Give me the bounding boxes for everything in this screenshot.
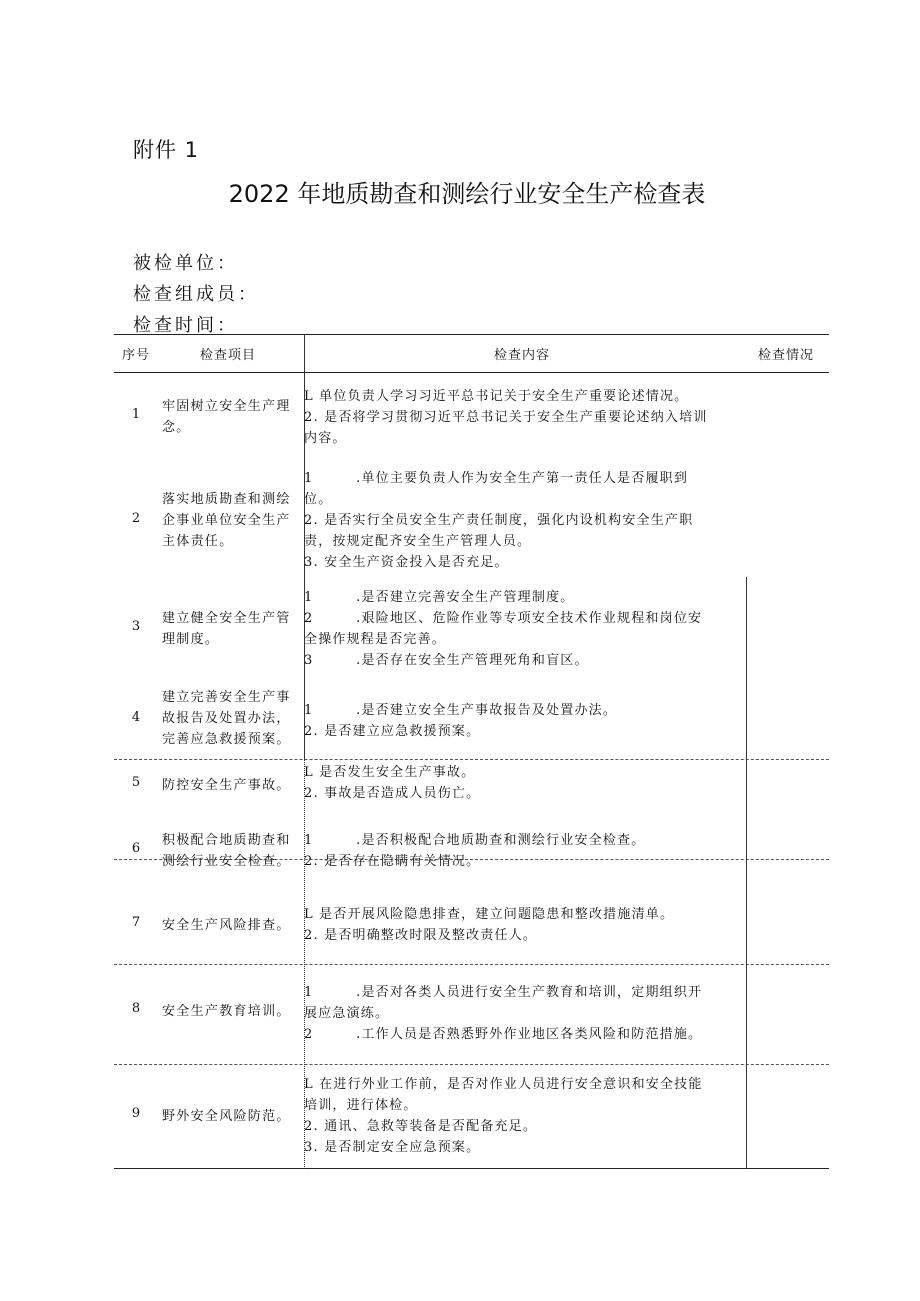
row-content: 1 .是否对各类人员进行安全生产教育和培训，定期组织开 展应急演练。 2 .工作人员是否熟悉野外作业地区各类风险和防范措施。 [304, 985, 703, 1042]
row-item: 积极配合地质勘查和 测绘行业安全检查。 [162, 833, 291, 869]
row-item: 建立健全安全生产管 理制度。 [162, 611, 291, 647]
row-item: 牢固树立安全生产理 念。 [162, 399, 291, 435]
header-item: 检查项目 [200, 348, 257, 363]
inspection-time-label: 检查时间： [133, 315, 238, 336]
inspection-members-label: 检查组成员： [133, 284, 259, 305]
row-divider [114, 759, 829, 760]
header-status: 检查情况 [758, 348, 815, 363]
row-content: L 是否发生安全生产事故。 2. 事故是否造成人员伤亡。 [304, 765, 481, 801]
table-top-border [114, 334, 829, 335]
row-number: 6 [131, 841, 141, 856]
header-no: 序号 [122, 348, 151, 363]
row-number: 8 [131, 1001, 141, 1016]
document-title: 2022 年地质勘查和测绘行业安全生产检查表 [228, 180, 706, 208]
column-divider [746, 577, 747, 1169]
row-item: 安全生产风险排查。 [162, 918, 291, 933]
header-bottom-border [114, 372, 829, 373]
header-content: 检查内容 [494, 348, 551, 363]
row-item: 野外安全风险防范。 [162, 1109, 291, 1124]
row-content: 1 .是否积极配合地质勘查和测绘行业安全检查。 2. 是否存在隐瞒有关情况。 [304, 833, 646, 869]
row-number: 2 [131, 511, 141, 526]
row-number: 4 [131, 710, 141, 725]
row-number: 3 [131, 619, 141, 634]
row-content: L 在进行外业工作前，是否对作业人员进行安全意识和安全技能 培训，进行体检。 2. 通讯、急救等装备是否配备充足。 3. 是否制定安全应急预案。 [304, 1077, 703, 1155]
row-item: 建立完善安全生产事 故报告及处置办法， 完善应急救援预案。 [162, 690, 291, 747]
row-content: 1 .是否建立安全生产事故报告及处置办法。 2. 是否建立应急救援预案。 [304, 703, 618, 739]
row-number: 1 [131, 407, 141, 422]
row-content: 1 .是否建立完善安全生产管理制度。 2 .艰险地区、危险作业等专项安全技术作业规程和岗位安 全操作规程是否完善。 3 .是否存在安全生产管理死角和盲区。 [304, 590, 703, 668]
row-number: 5 [131, 775, 141, 790]
row-item: 落实地质勘查和测绘 企事业单位安全生产 主体责任。 [162, 492, 291, 549]
row-divider [114, 1064, 829, 1065]
row-item: 防控安全生产事故。 [162, 778, 291, 793]
row-number: 9 [131, 1106, 141, 1121]
row-content: 1 .单位主要负责人作为安全生产第一责任人是否履职到 位。 2. 是否实行全员安全生产责任制度，强化内设机构安全生产职 责，按规定配齐安全生产管理人员。 3. 安全生产资金投入是否充足。 [304, 471, 694, 570]
annex-label: 附件 1 [133, 138, 200, 162]
inspected-unit-label: 被检单位： [133, 253, 238, 274]
row-number: 7 [131, 915, 141, 930]
row-content: L 是否开展风险隐患排查，建立问题隐患和整改措施清单。 2. 是否明确整改时限及整改责任人。 [304, 907, 675, 943]
row-divider [114, 964, 829, 965]
table-bottom-border [114, 1168, 829, 1169]
row-item: 安全生产教育培训。 [162, 1004, 291, 1019]
inspection-table [114, 334, 829, 1169]
row-content: L 单位负责人学习习近平总书记关于安全生产重要论述情况。 2. 是否将学习贯彻习近平总书记关于安全生产重要论述纳入培训 内容。 [304, 389, 708, 446]
